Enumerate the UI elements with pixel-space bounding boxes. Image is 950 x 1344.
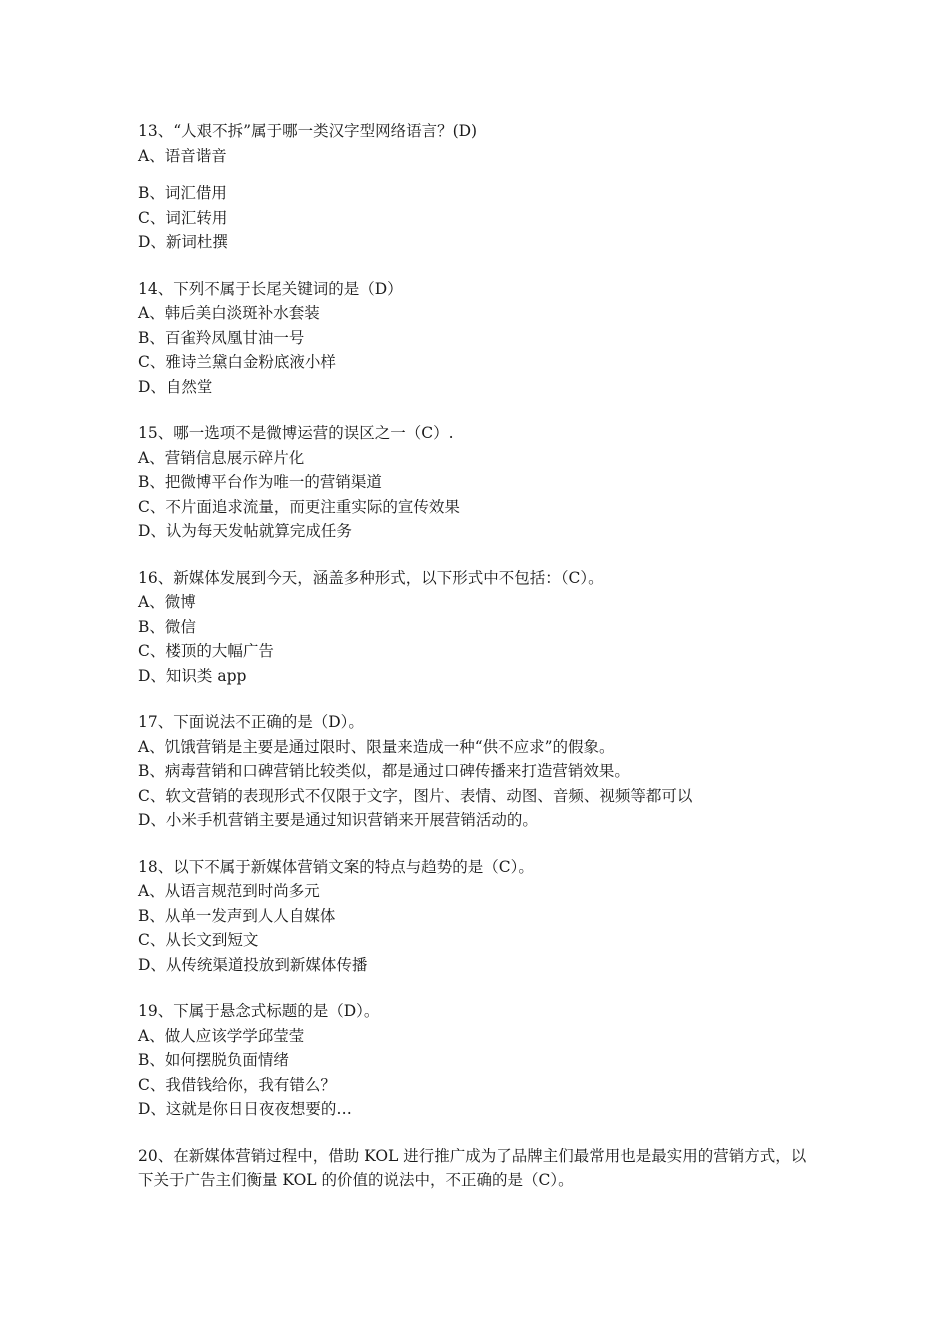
option-d: D、认为每天发帖就算完成任务 — [138, 522, 352, 540]
option-d: D、从传统渠道投放到新媒体传播 — [138, 955, 368, 974]
option-c: C、我借钱给你，我有错么？ — [138, 1075, 336, 1094]
option-a: A、韩后美白淡斑补水套装 — [138, 304, 320, 322]
option-d: D、小米手机营销主要是通过知识营销来开展营销活动的。 — [138, 811, 538, 829]
option-b: B、微信 — [138, 617, 196, 636]
option-d: D、自然堂 — [138, 377, 213, 396]
option-c: C、从长文到短文 — [138, 931, 259, 949]
question-title: 13、“人艰不拆”属于哪一类汉字型网络语言？(D) — [138, 122, 478, 140]
question-20 — [138, 1144, 818, 1193]
question-title: 19、下属于悬念式标题的是（D）。 — [138, 1002, 380, 1020]
option-d: D、这就是你日日夜夜想要的… — [138, 1100, 352, 1118]
option-c: C、不片面追求流量，而更注重实际的宣传效果 — [138, 497, 460, 516]
option-c: C、词汇转用 — [138, 208, 228, 227]
question-list — [138, 119, 818, 1215]
option-b: B、百雀羚凤凰甘油一号 — [138, 328, 305, 347]
option-b: B、从单一发声到人人自媒体 — [138, 906, 336, 925]
option-d: D、知识类 app — [138, 666, 247, 685]
option-c: C、楼顶的大幅广告 — [138, 642, 274, 660]
option-a: A、做人应该学学邱莹莹 — [138, 1026, 305, 1045]
question-title: 15、哪一选项不是微博运营的误区之一（C）. — [138, 424, 454, 442]
option-a: A、从语言规范到时尚多元 — [138, 882, 320, 900]
question-title: 16、新媒体发展到今天，涵盖多种形式，以下形式中不包括：（C）。 — [138, 568, 604, 587]
question-title: 17、下面说法不正确的是（D）。 — [138, 713, 364, 731]
question-title: 20、在新媒体营销过程中，借助 KOL 进行推广成为了品牌主们最常用也是最实用的营销方式，以下关于广告主们衡量 KOL 的价值的说法中，不正确的是（C）。 — [138, 1146, 807, 1189]
question-15 — [138, 421, 818, 544]
option-b: B、病毒营销和口碑营销比较类似，都是通过口碑传播来打造营销效果。 — [138, 762, 630, 780]
question-14 — [138, 277, 818, 400]
option-c: C、雅诗兰黛白金粉底液小样 — [138, 353, 336, 371]
question-17 — [138, 710, 818, 833]
option-d: D、新词杜撰 — [138, 233, 228, 251]
option-b: B、词汇借用 — [138, 184, 227, 202]
option-b: B、如何摆脱负面情绪 — [138, 1051, 289, 1069]
option-b: B、把微博平台作为唯一的营销渠道 — [138, 473, 382, 491]
question-title: 14、下列不属于长尾关键词的是（D） — [138, 279, 403, 298]
question-19 — [138, 999, 818, 1122]
question-18 — [138, 855, 818, 978]
option-a: A、营销信息展示碎片化 — [138, 448, 305, 467]
option-c: C、软文营销的表现形式不仅限于文字，图片、表情、动图、音频、视频等都可以 — [138, 786, 693, 805]
question-13 — [138, 119, 818, 255]
option-a: A、微博 — [138, 593, 196, 611]
option-a: A、饥饿营销是主要是通过限时、限量来造成一种“供不应求”的假象。 — [138, 737, 615, 756]
question-title: 18、以下不属于新媒体营销文案的特点与趋势的是（C）。 — [138, 857, 534, 876]
question-16 — [138, 566, 818, 689]
option-a: A、语音谐音 — [138, 146, 227, 165]
